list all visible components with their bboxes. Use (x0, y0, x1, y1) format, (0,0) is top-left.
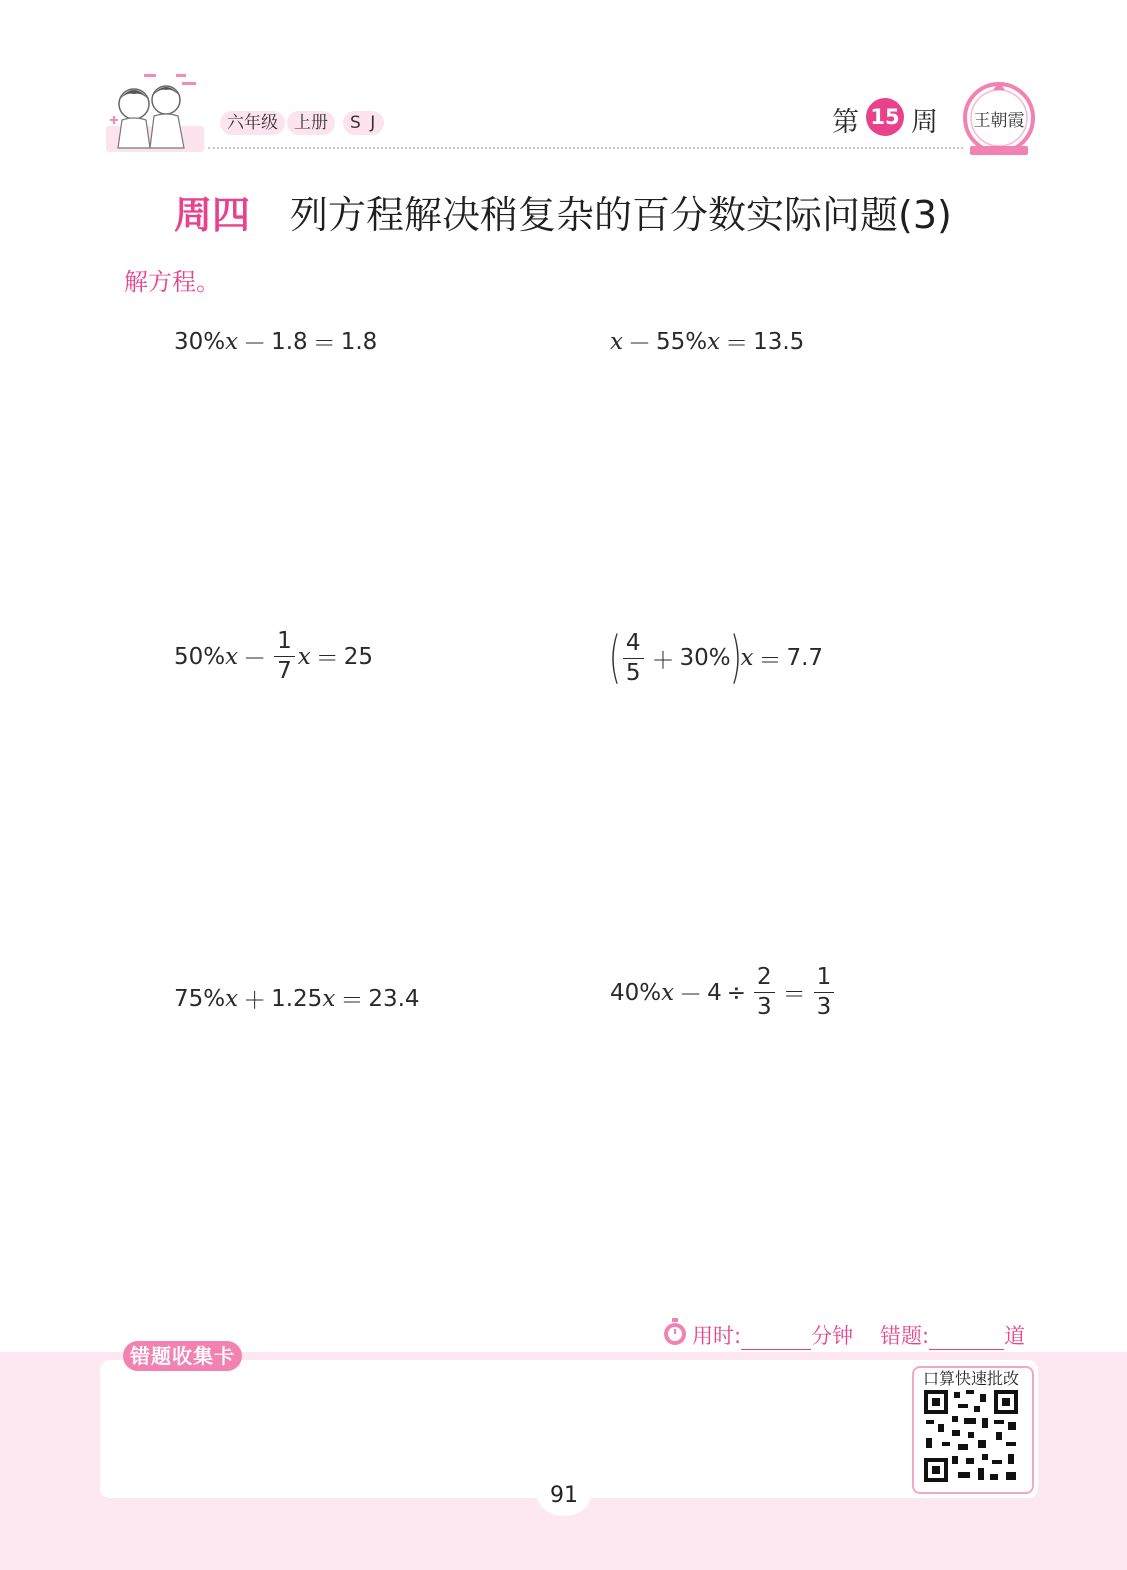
term: 25 (343, 643, 374, 670)
operator: ＋ (243, 988, 267, 1014)
lesson-title: 列方程解决稍复杂的百分数实际问题(3) (290, 193, 952, 237)
term: 40% (610, 979, 662, 1006)
error-card-label: 错题收集卡 (123, 1341, 242, 1371)
equals-sign: ＝ (725, 331, 749, 357)
variable: x (225, 985, 239, 1012)
errors-blank[interactable] (929, 1327, 1004, 1350)
equation-6 (610, 966, 837, 1019)
numerator: 4 (623, 632, 644, 659)
equation-3 (174, 630, 373, 683)
operator: － (627, 331, 651, 357)
variable: x (297, 643, 311, 670)
variable: x (707, 328, 721, 355)
term: 7.7 (786, 645, 824, 671)
term: 50% (174, 643, 226, 670)
stopwatch-icon (662, 1318, 688, 1346)
error-count-row (880, 1320, 1025, 1350)
operator: － (243, 646, 267, 672)
equals-sign: ＝ (340, 988, 364, 1014)
fraction (814, 966, 835, 1019)
denominator: 3 (816, 994, 832, 1020)
edition-badge: S J (343, 111, 384, 135)
week-prefix: 第 (832, 107, 859, 138)
time-spent-row (692, 1320, 853, 1350)
variable: x (661, 979, 675, 1006)
term: 4 (707, 979, 722, 1006)
week-number-badge: 15 (866, 98, 904, 136)
term: 75% (174, 985, 226, 1012)
equals-sign: ＝ (312, 331, 336, 357)
kids-mascot-icon (104, 70, 208, 156)
term: 23.4 (368, 985, 420, 1012)
term: 13.5 (753, 328, 805, 355)
errors-label: 错题: (880, 1324, 930, 1348)
right-parenthesis: ) (729, 625, 742, 690)
term: 55% (655, 328, 708, 355)
grade-badge: 六年级 (220, 111, 285, 135)
day-title: 周四 (174, 193, 251, 237)
term: 1.8 (340, 328, 378, 355)
operator: － (243, 331, 267, 357)
operator: ÷ (726, 979, 747, 1006)
term: 1.8 (271, 328, 308, 355)
numerator: 1 (814, 966, 835, 993)
qr-label: 口算快速批改 (922, 1369, 1019, 1388)
time-blank[interactable] (741, 1327, 811, 1350)
minute-label: 分钟 (811, 1324, 854, 1348)
brand-seal (960, 78, 1038, 162)
equation-2 (610, 325, 804, 358)
page-number: 91 (537, 1474, 591, 1516)
seal-text: 王朝霞 (973, 111, 1025, 131)
equation-4 (608, 625, 824, 690)
numerator: 1 (274, 630, 295, 657)
equals-sign: ＝ (758, 647, 782, 674)
time-label: 用时: (692, 1324, 742, 1348)
denominator: 3 (757, 994, 772, 1020)
volume-badge: 上册 (287, 111, 335, 135)
denominator: 5 (625, 659, 641, 686)
week-suffix: 周 (911, 107, 938, 138)
variable: x (322, 985, 336, 1012)
operator: ＋ (651, 647, 675, 674)
equals-sign: ＝ (315, 646, 339, 672)
variable: x (740, 645, 754, 671)
left-parenthesis: ( (608, 625, 621, 690)
fraction (274, 630, 295, 683)
equation-5 (174, 982, 420, 1015)
qr-code-icon[interactable] (922, 1388, 1020, 1484)
denominator: 7 (277, 658, 292, 684)
variable: x (225, 328, 239, 355)
numerator: 2 (754, 966, 775, 993)
term: 30% (174, 328, 226, 355)
fraction (623, 629, 644, 686)
term: 30% (679, 645, 731, 671)
equation-1 (174, 325, 377, 358)
term: 1.25 (271, 985, 323, 1012)
operator: － (679, 982, 703, 1008)
variable: x (610, 328, 623, 355)
equals-sign: ＝ (782, 982, 806, 1008)
errors-unit: 道 (1004, 1324, 1026, 1348)
variable: x (225, 643, 239, 670)
instruction-text: 解方程。 (124, 268, 220, 296)
header-divider (208, 147, 963, 149)
fraction (754, 966, 775, 1019)
